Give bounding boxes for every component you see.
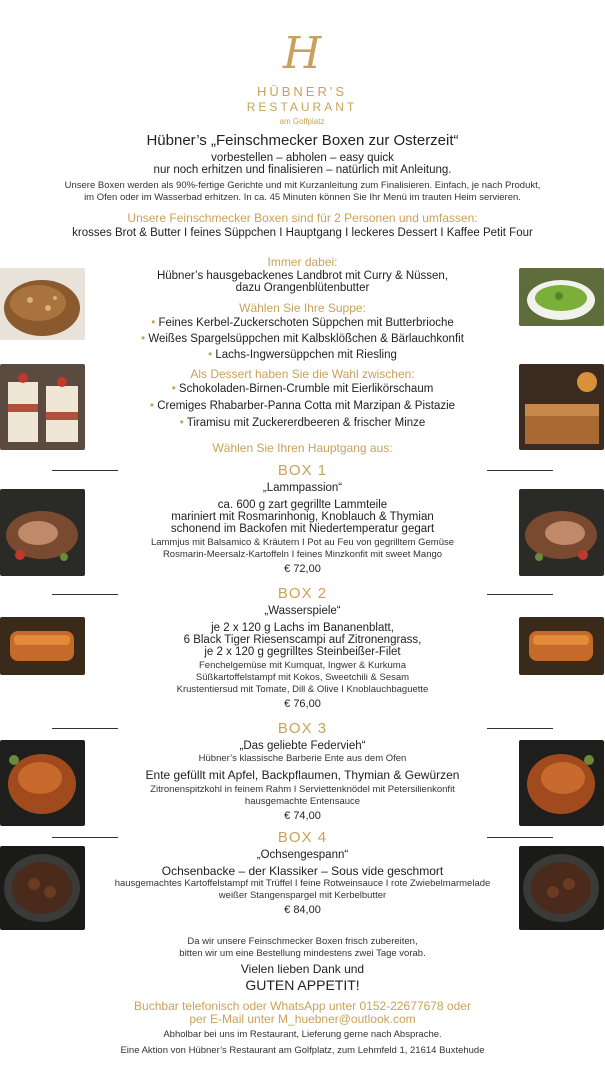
guten-appetit: GUTEN APPETIT! bbox=[245, 977, 360, 993]
box-2-line-3: je 2 x 120 g gegrilltes Steinbeißer-Filet bbox=[204, 646, 401, 658]
intro-line-2: im Ofen oder im Wasserbad erhitzen. In ca. 45 Minuten können Sie Ihr Menü im trauten Heim servieren. bbox=[84, 192, 521, 203]
box-2-name: „Wasserspiele“ bbox=[264, 605, 341, 617]
box-3-subtitle: Hübner’s klassische Barberie Ente aus dem Ofen bbox=[198, 753, 407, 764]
box-3-headline: Ente gefüllt mit Apfel, Backpflaumen, Thymian & Gewürzen bbox=[145, 768, 460, 782]
box-1-line-3: schonend im Backofen mit Niedertemperatur gegart bbox=[170, 523, 435, 535]
intro-line-1: Unsere Boxen werden als 90%-fertige Gerichte und mit Kurzanleitung zum Finalisieren. Einfach, je nach Produkt, bbox=[64, 180, 541, 191]
address-line: Eine Aktion von Hübner’s Restaurant am Golfplatz, zum Lehmfeld 1, 21614 Buxtehude bbox=[120, 1045, 485, 1056]
contact-email[interactable]: per E-Mail unter M_huebner@outlook.com bbox=[189, 1012, 416, 1026]
box-3-name: „Das geliebte Federvieh“ bbox=[239, 740, 366, 752]
soup-item-2: • Weißes Spargelsüppchen mit Kalbsklößchen & Bärlauchkonfit bbox=[141, 333, 464, 345]
soup-item-1: • Feines Kerbel-Zuckerschoten Süppchen mit Butterbrioche bbox=[151, 317, 454, 329]
order-note-2: bitten wir um eine Bestellung mindestens zwei Tage vorab. bbox=[179, 948, 426, 959]
box-2-side-2: Süßkartoffelstampf mit Kokos, Sweetchili & Sesam bbox=[195, 672, 410, 683]
main-course-title: Wählen Sie Ihren Hauptgang aus: bbox=[212, 441, 393, 455]
bullet: • bbox=[141, 333, 146, 345]
thanks-line: Vielen lieben Dank und bbox=[240, 962, 365, 976]
box-1-side-2: Rosmarin-Meersalz-Kartoffeln I feines Minzkonfit mit sweet Mango bbox=[162, 549, 443, 560]
always-title: Immer dabei: bbox=[267, 255, 338, 269]
includes-title: Unsere Feinschmecker Boxen sind für 2 Personen und umfassen: bbox=[127, 211, 478, 225]
dessert-item-1: • Schokoladen-Birnen-Crumble mit Eierlikörschaum bbox=[171, 383, 434, 395]
box-2-side-1: Fenchelgemüse mit Kumquat, Ingwer & Kurkuma bbox=[199, 660, 406, 671]
box-4-title: BOX 4 bbox=[277, 829, 328, 846]
salmon-photo bbox=[0, 617, 85, 675]
always-line-1: Hübner’s hausgebackenes Landbrot mit Curry & Nüssen, bbox=[156, 270, 449, 282]
box-1-line-2: mariniert mit Rosmarinhonig, Knoblauch & Thymian bbox=[171, 511, 434, 523]
logo-name: HÜBNER'S bbox=[256, 84, 348, 99]
contact-phone[interactable]: Buchbar telefonisch oder WhatsApp unter 0152-22677678 oder bbox=[134, 999, 471, 1013]
box-3-price: € 74,00 bbox=[284, 810, 321, 822]
dessert-item-3: • Tiramisu mit Zuckererdbeeren & frischer Minze bbox=[179, 417, 426, 429]
box-1-title: BOX 1 bbox=[277, 462, 328, 479]
subtitle-1: vorbestellen – abholen – easy quick bbox=[211, 152, 394, 164]
logo-location: am Golfplatz bbox=[279, 117, 325, 126]
box-1-name: „Lammpassion“ bbox=[262, 482, 343, 494]
includes-list: krosses Brot & Butter I feines Süppchen I Hauptgang I leckeres Dessert I Kaffee Petit Four bbox=[72, 227, 533, 239]
page-title: Hübner’s „Feinschmecker Boxen zur Osterzeit“ bbox=[146, 132, 459, 149]
salmon-photo bbox=[519, 617, 604, 675]
box-1-price: € 72,00 bbox=[284, 563, 321, 575]
always-line-2: dazu Orangenblütenbutter bbox=[235, 282, 370, 294]
box-2-title: BOX 2 bbox=[277, 585, 328, 602]
duck-photo bbox=[0, 740, 85, 826]
restaurant-logo bbox=[237, 14, 367, 124]
box-3-side-1: Zitronenspitzkohl in feinem Rahm I Serviettenknödel mit Petersilienkonfit bbox=[150, 784, 455, 795]
box-4-headline: Ochsenbacke – der Klassiker – Sous vide geschmort bbox=[161, 864, 444, 878]
bullet: • bbox=[208, 349, 213, 361]
box-4-side-1: hausgemachtes Kartoffelstampf mit Trüffel I feine Rotweinsauce I rote Zwiebelmarmelade bbox=[114, 878, 491, 889]
lamb-photo bbox=[519, 489, 604, 576]
logo-restaurant: RESTAURANT bbox=[246, 100, 358, 114]
soup-title: Wählen Sie Ihre Suppe: bbox=[239, 301, 366, 315]
order-note-1: Da wir unsere Feinschmecker Boxen frisch zubereiten, bbox=[187, 936, 418, 947]
logo-letter: H bbox=[282, 28, 322, 79]
box-2-price: € 76,00 bbox=[284, 698, 321, 710]
pickup-note: Abholbar bei uns im Restaurant, Lieferung gerne nach Absprache. bbox=[163, 1029, 442, 1040]
bullet: • bbox=[151, 317, 156, 329]
soup-item-3: • Lachs-Ingwersüppchen mit Riesling bbox=[208, 349, 397, 361]
bullet: • bbox=[149, 400, 154, 412]
box-2-side-3: Krustentiersud mit Tomate, Dill & Olive I Knoblauchbaguette bbox=[176, 684, 429, 695]
subtitle-2: nur noch erhitzen und finalisieren – natürlich mit Anleitung. bbox=[153, 164, 452, 176]
beef-stew-photo bbox=[0, 846, 85, 930]
box-4-side-2: weißer Stangenspargel mit Kerbelbutter bbox=[218, 890, 387, 901]
dessert-item-2: • Cremiges Rhabarber-Panna Cotta mit Marzipan & Pistazie bbox=[149, 400, 456, 412]
box-2-line-2: 6 Black Tiger Riesenscampi auf Zitronengrass, bbox=[183, 634, 422, 646]
box-4-name: „Ochsengespann“ bbox=[256, 849, 349, 861]
box-3-side-2: hausgemachte Entensauce bbox=[244, 796, 361, 807]
dessert-title: Als Dessert haben Sie die Wahl zwischen: bbox=[190, 367, 415, 381]
box-1-side-1: Lammjus mit Balsamico & Kräutern I Pot au Feu von gegrilltem Gemüse bbox=[150, 537, 455, 548]
bullet: • bbox=[179, 417, 184, 429]
box-1-line-1: ca. 600 g zart gegrillte Lammteile bbox=[217, 499, 388, 511]
box-2-line-1: je 2 x 120 g Lachs im Bananenblatt, bbox=[211, 622, 394, 634]
box-4-price: € 84,00 bbox=[284, 904, 321, 916]
duck-photo bbox=[519, 740, 604, 826]
box-3-title: BOX 3 bbox=[277, 720, 328, 737]
beef-stew-photo bbox=[519, 846, 604, 930]
bullet: • bbox=[171, 383, 176, 395]
lamb-photo bbox=[0, 489, 85, 576]
